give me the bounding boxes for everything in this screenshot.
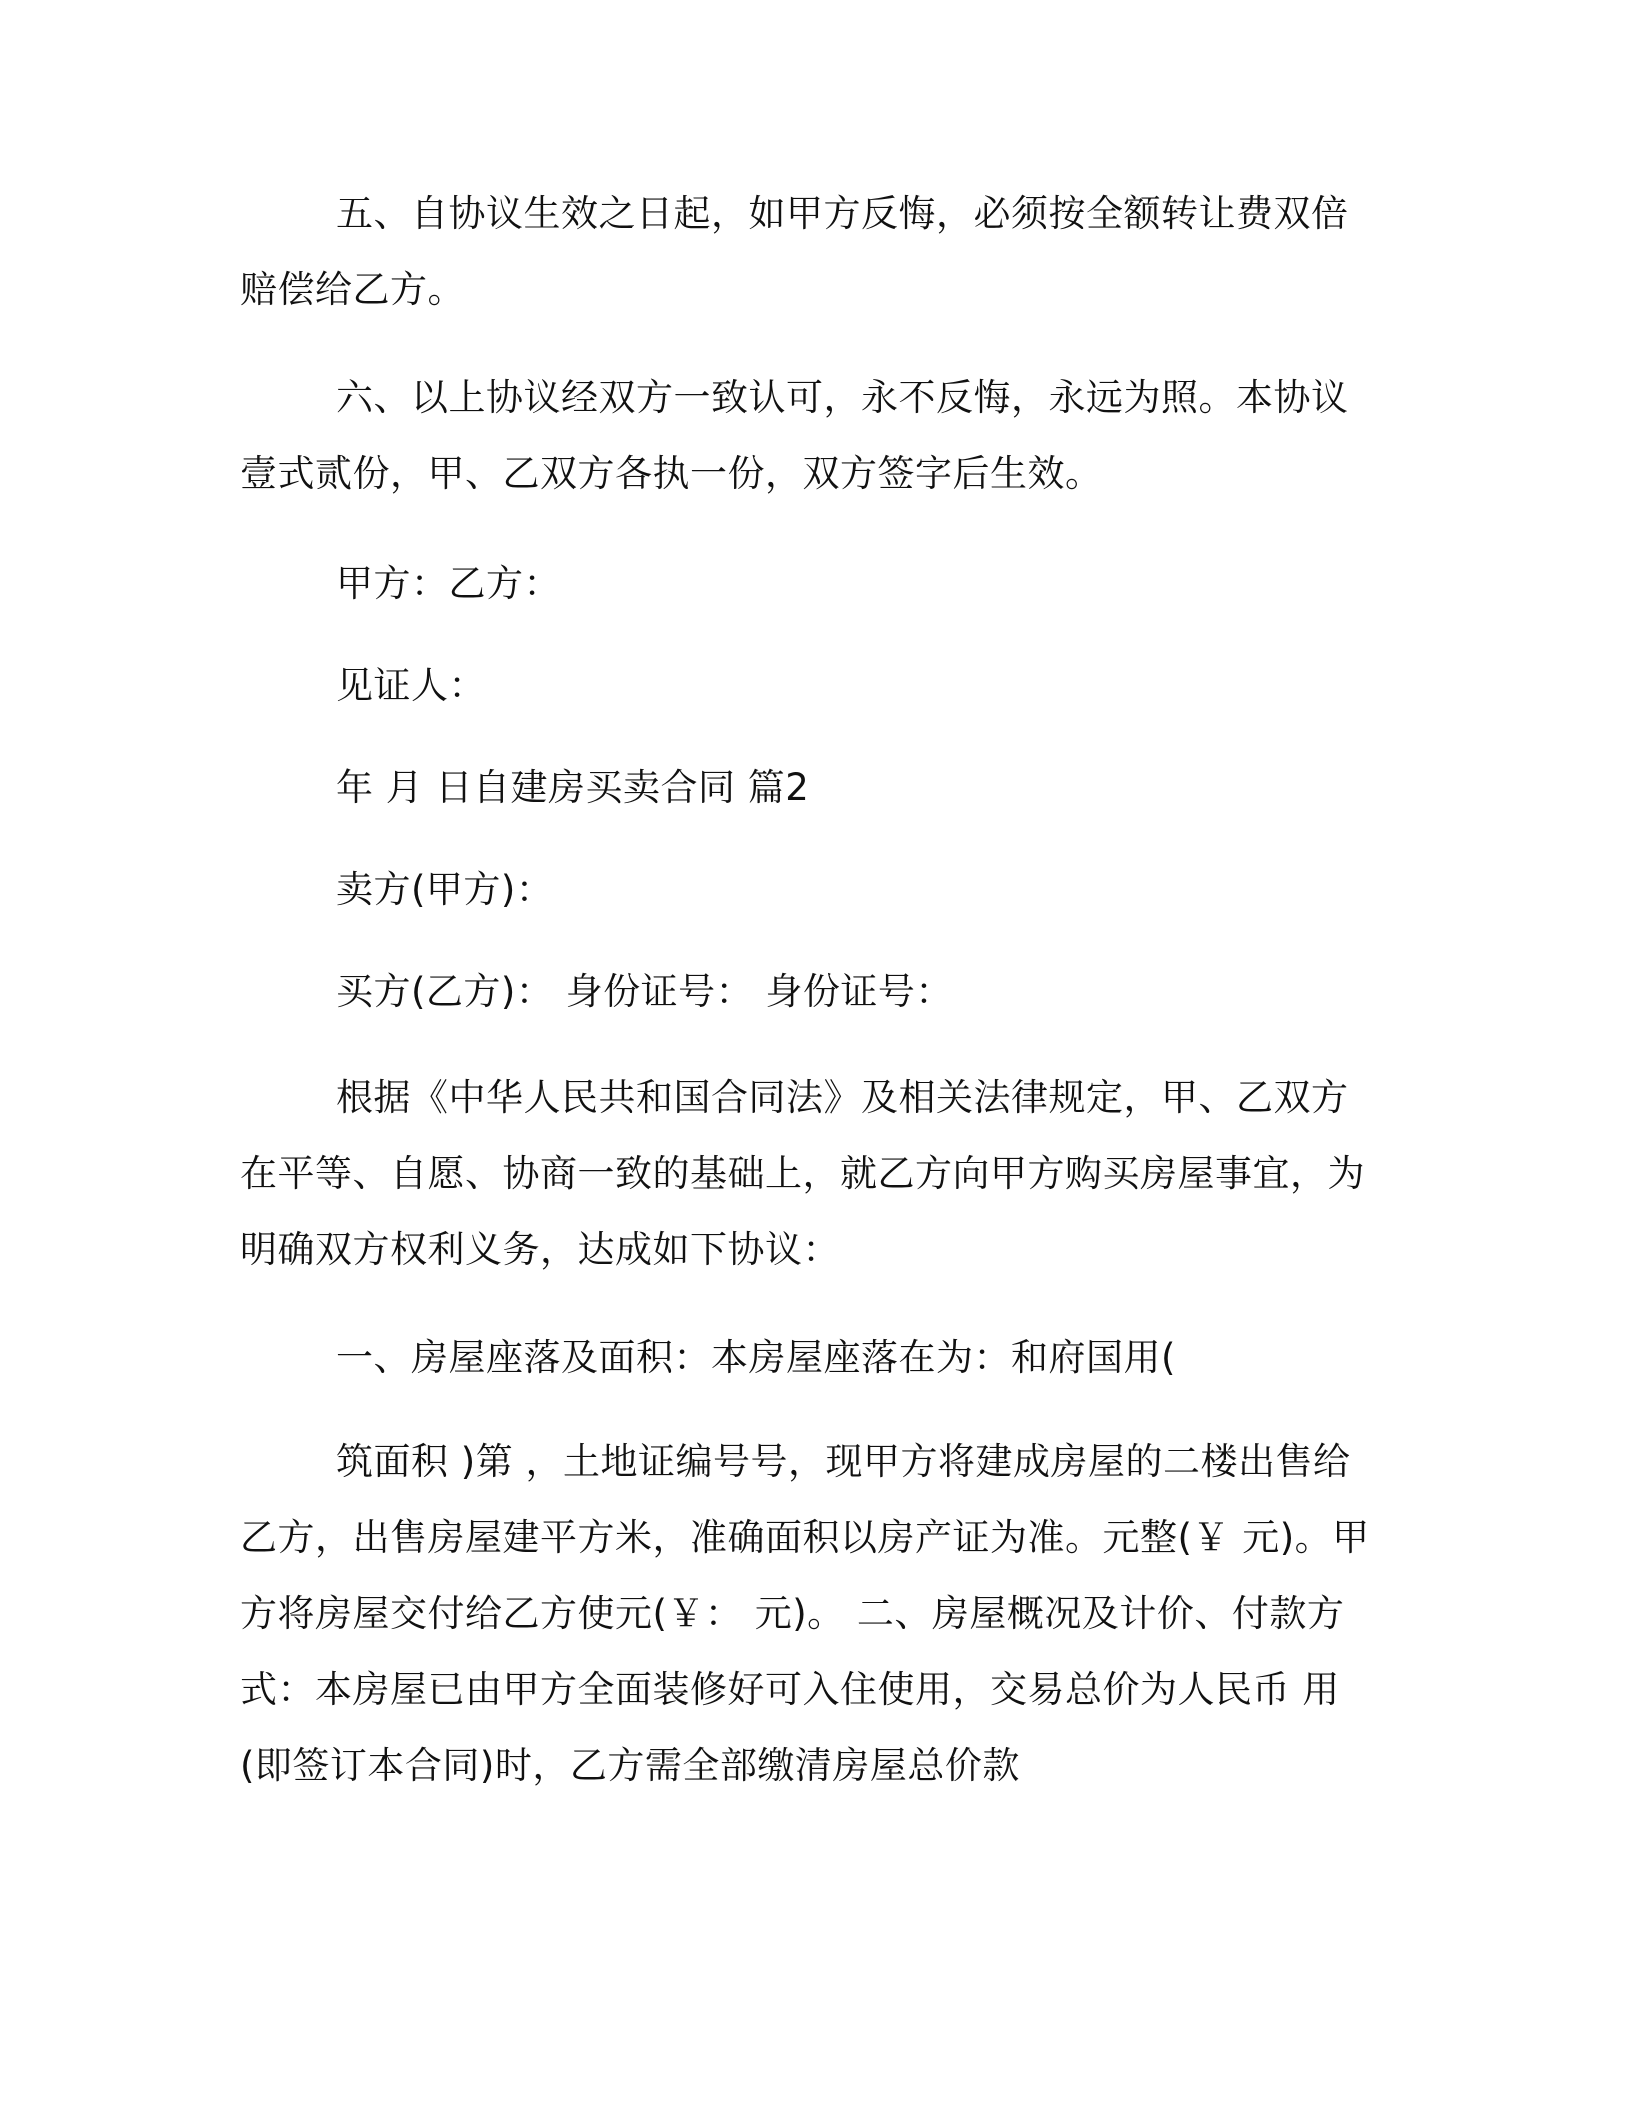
- clause-six-paragraph: 六、以上协议经双方一致认可，永不反悔，永远为照。本协议壹式贰份，甲、乙双方各执一份，双方签字后生效。: [240, 376, 1349, 495]
- preamble-paragraph: 根据《中华人民共和国合同法》及相关法律规定，甲、乙双方在平等、自愿、协商一致的基础上，就乙方向甲方购买房屋事宜，为明确双方权利义务，达成如下协议：: [240, 1076, 1365, 1271]
- clause-one-details: 筑面积 )第 ，土地证编号号，现甲方将建成房屋的二楼出售给乙方，出售房屋建平方米，准确面积以房产证为准。元整(￥ 元)。甲方将房屋交付给乙方使元(￥： 元)。 二、房屋概况及计价、付款方式：本房屋已由甲方全面装修好可入住使用，交易总价为人民币 用(即签订本合同)时，乙方需全部缴清房屋总价款: [240, 1440, 1370, 1787]
- witness-line: 见证人：: [336, 664, 486, 707]
- party-signature-line: 甲方：乙方：: [336, 562, 561, 605]
- clause-five-paragraph: 五、自协议生效之日起，如甲方反悔，必须按全额转让费双倍赔偿给乙方。: [240, 192, 1349, 311]
- buyer-line: 买方(乙方)： 身份证号： 身份证号：: [336, 970, 953, 1013]
- seller-line: 卖方(甲方)：: [336, 868, 554, 911]
- clause-one-location: 一、房屋座落及面积：本房屋座落在为：和府国用(: [336, 1336, 1176, 1379]
- contract-section-heading: 年 月 日自建房买卖合同 篇2: [336, 766, 810, 809]
